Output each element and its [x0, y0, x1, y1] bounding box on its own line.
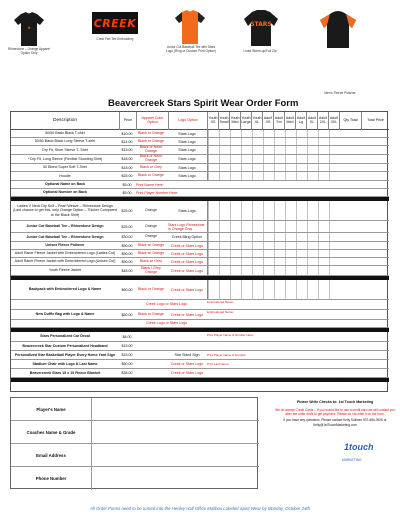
col-size: Youth Large — [240, 112, 251, 130]
col-color: Apparel Color Option — [136, 112, 168, 130]
row-price: $38.00 — [121, 371, 133, 375]
print-last-name-label: Print Last Name: — [207, 362, 230, 366]
table-row — [11, 342, 389, 351]
table-row — [11, 280, 389, 300]
row-price: $30.00 — [121, 235, 133, 239]
row-logo: Stars Logo Rhinestone in Orange Only — [168, 222, 205, 231]
size-cells[interactable] — [207, 280, 339, 299]
info-row — [11, 398, 259, 421]
row-price: $18.00 — [121, 157, 133, 161]
row-price: $50.00 — [121, 312, 133, 317]
jacket-caption: Lined Warm-up/Full Zip — [243, 49, 277, 53]
col-size: Adult XL — [306, 112, 317, 130]
player-name-field[interactable] — [91, 398, 259, 420]
optional-row — [11, 181, 389, 189]
table-header — [11, 112, 389, 130]
orange-shirt-caption: Junior Cut Baseball Tee with Stars Logo (Ring or Custom Print Option) — [166, 45, 216, 53]
name-field-label: Print Name Here: — [136, 183, 164, 187]
hoodie-caption: Men's Fleece Pullover — [324, 91, 356, 95]
row-price: $8.00 — [122, 334, 132, 339]
footer-note: All Order Forms need to be turned into the Henley Hall Office Mailbox Labeled Spirit Wear by Monday, October 24th — [89, 506, 311, 511]
row-color: Orange — [145, 234, 157, 239]
row-logo: Creek or Stars Logo — [170, 243, 204, 248]
row-color: Black or Orange — [138, 138, 164, 143]
row-desc: 50/50 Basic Black T-shirt — [45, 131, 85, 136]
row-desc: Youth Fleece Jacket — [48, 268, 82, 273]
row-desc: Junior Cut Baseball Tee – Rhinestone Design — [26, 224, 104, 229]
checks-heading: Please Write Checks to: 1st Touch Marketing — [296, 400, 374, 404]
size-cells[interactable] — [207, 221, 339, 232]
col-logo: Logo Option — [168, 112, 207, 130]
table-row — [11, 164, 389, 172]
col-size: Youth Med — [229, 112, 240, 130]
size-cells[interactable] — [207, 172, 339, 180]
table-row — [11, 300, 389, 310]
row-desc: Backpack with Embroidered Logo & Name — [28, 287, 102, 292]
email-field[interactable] — [91, 444, 259, 466]
row-desc: Beavercreek Star Custom Personalized Headband — [22, 343, 108, 348]
info-row — [11, 467, 259, 490]
size-cells[interactable] — [207, 155, 339, 163]
credit-card-note: We do accept Credit Cards – if you would like to use a credit card we will contact you after the order ends to get payment. Please do not write it on the form. — [275, 407, 395, 417]
row-desc: Unisex Fleece Pullover — [45, 243, 85, 248]
row-logo: Creek Bling Option — [171, 235, 203, 239]
size-cells[interactable] — [207, 266, 339, 275]
number-field-label: Print Player Number Here: — [136, 191, 179, 195]
table-row — [11, 201, 389, 221]
table-row — [11, 351, 389, 360]
table-row — [11, 146, 389, 155]
table-row — [11, 320, 389, 328]
col-size: Youth Small — [218, 112, 229, 130]
jacket-image — [244, 10, 278, 46]
row-desc: 50 Blend Super Soft T-Shirt — [43, 165, 87, 170]
row-desc: Dry Fit, Short Sleeve T- Shirt — [42, 147, 88, 152]
row-price: $15.00 — [121, 353, 133, 357]
1touch-logo — [338, 440, 378, 470]
row-desc: Adult Racer Fleece Jacket with Embroidered Logo (Unisex Cut) — [14, 259, 116, 264]
row-desc: Hoodie — [59, 173, 71, 178]
row-logo: Creek or Stars Logo — [170, 251, 204, 256]
row-price: $50.00 — [121, 259, 133, 264]
table-row — [11, 130, 389, 138]
row-logo: Stars Logo — [178, 139, 196, 144]
row-color: Black or Orange — [138, 130, 164, 135]
row-logo: Creek or Stars Logo — [170, 287, 204, 292]
row-price: $10.00 — [121, 131, 133, 136]
table-row — [11, 332, 389, 342]
phone-field[interactable] — [91, 467, 259, 490]
row-color: Black w/ Orange — [137, 242, 165, 247]
row-color: Black or Orange — [138, 173, 164, 178]
row-desc: Junior Cut Baseball Tee – Rhinestone Design — [26, 234, 104, 239]
row-logo: Creek or Stars Logo — [170, 371, 204, 375]
row-color: Black or Grey — [140, 164, 162, 169]
col-size: Adult Sm — [273, 112, 284, 130]
col-size: Adult 2XL — [317, 112, 328, 130]
size-cells[interactable] — [207, 233, 339, 241]
table-row — [11, 242, 389, 250]
logo-sub-option: Creek Logo or Stars Logo — [146, 321, 188, 325]
col-size: Adult XS — [262, 112, 273, 130]
info-row — [11, 421, 259, 444]
coach-name-label: Coaches Name & Grade — [26, 429, 76, 435]
row-logo: Stars Logo — [178, 208, 196, 213]
black-shirt-image — [14, 12, 44, 46]
print-name-label: Print Player Name & Number: — [207, 353, 247, 357]
row-price: $18.00 — [121, 165, 133, 170]
row-color: Black w/ Orange — [137, 250, 165, 255]
row-desc: Optional Name on Back — [44, 182, 86, 187]
row-price: $25.00 — [121, 174, 133, 178]
logo-subtitle: MARKETING — [342, 458, 362, 462]
row-price: $15.00 — [121, 344, 133, 348]
row-desc: Beavercreek Stars 15 x 10 Fleece Blanket — [29, 370, 101, 375]
row-color: Black or Orange — [138, 311, 164, 316]
section-divider — [11, 378, 389, 382]
table-row — [11, 360, 389, 369]
svg-text:STARS: STARS — [250, 21, 272, 28]
row-price: $50.00 — [121, 251, 133, 256]
row-logo: Star Sided Sign — [174, 353, 200, 357]
size-cells[interactable] — [207, 138, 339, 145]
row-color: Black w/ Grey — [139, 258, 163, 263]
col-total: Total Price — [361, 112, 389, 130]
table-row — [11, 250, 389, 258]
black-shirt-caption: Rhinestone – Orange Apparel Option Only — [8, 47, 50, 55]
row-desc: New Duffle Bag with Logo & Name — [35, 312, 95, 317]
row-logo: Stars Logo — [178, 131, 196, 136]
col-size: Youth XL — [251, 112, 262, 130]
row-price: $25.00 — [121, 224, 133, 229]
contact-info-table — [10, 397, 258, 489]
player-name-label: Player's Name — [36, 406, 66, 412]
order-form-table — [10, 111, 388, 392]
col-description: Description — [53, 118, 77, 124]
phone-label: Phone Number — [35, 476, 67, 481]
col-size: Adult Med — [284, 112, 295, 130]
row-price: $14.00 — [121, 139, 133, 144]
row-logo: Creek or Stars Logo — [170, 268, 204, 273]
size-cells[interactable] — [207, 201, 339, 220]
page-title: Beavercreek Stars Spirit Wear Order Form — [108, 98, 299, 109]
embroidered-name-label: Embroidered Name: — [207, 300, 234, 304]
size-cells[interactable] — [207, 250, 339, 257]
row-price: $5.00 — [122, 190, 132, 195]
row-price: $60.00 — [121, 287, 133, 292]
size-cells[interactable] — [207, 242, 339, 249]
row-logo: Stars Logo — [178, 174, 196, 178]
table-row — [11, 369, 389, 378]
size-cells[interactable] — [207, 130, 339, 137]
embroidered-name-label: Embroidered Name: — [207, 310, 234, 314]
row-color: Black or Neon Orange — [139, 145, 163, 153]
contact-note: If you have any questions, Please contact Kelly Sullivan 937-684-0926 or Kelly@1stTouchMarketing.com — [283, 418, 387, 427]
logo-title: 1touch — [344, 442, 374, 452]
table-row — [11, 258, 389, 266]
row-desc: Stars Personalized Car Decal — [40, 334, 90, 339]
payment-notes — [275, 400, 395, 427]
row-desc: * Dry Fit, Long Sleeve (Flexible Shooting Shirt) — [27, 156, 103, 161]
row-price: $5.00 — [122, 182, 132, 187]
print-name-label: Print Player Name & Number Here: — [207, 333, 254, 337]
size-cells[interactable] — [207, 258, 339, 265]
col-price: Price — [119, 112, 136, 130]
row-price: $25.00 — [121, 208, 133, 213]
row-desc: Adult Racer Fleece Jacket with Embroidered Logo (Ladies Cut) — [14, 251, 116, 256]
row-color: Orange — [145, 223, 157, 228]
row-desc: Stadium Chair with Logo & Last Name — [32, 361, 98, 366]
product-header — [0, 0, 400, 106]
email-label: Email Address — [36, 452, 66, 458]
row-logo: Stars Logo — [178, 165, 196, 170]
logo-sub-option: Creek Logo or Stars Logo — [146, 302, 188, 306]
col-size: Adult Lg — [295, 112, 306, 130]
row-price: $50.00 — [121, 362, 133, 366]
row-price: $45.00 — [121, 268, 133, 273]
row-price: $15.00 — [121, 148, 133, 152]
table-row — [11, 221, 389, 233]
table-row — [11, 155, 389, 164]
size-cells[interactable] — [207, 164, 339, 171]
row-desc: Personalized Star Basketball Player Every Home Yard Sign — [14, 352, 116, 357]
row-color: Black or Neon Orange — [139, 154, 163, 162]
hoodie-image — [320, 10, 356, 48]
row-desc: 50/50 Basic Black Long Sleeve T-shirt — [34, 139, 96, 144]
row-color: Orange — [145, 207, 157, 212]
row-desc: Ladies V Neck Dry Knit – Pearl Weave – Rhinestone Design (Last chance to get this, only Orange Option – Thicker Compared to the Black Shirt) — [13, 204, 117, 217]
table-row — [11, 266, 389, 276]
banner-caption: Crest Fan Tee Embroidery — [96, 37, 134, 41]
coach-name-field[interactable] — [91, 421, 259, 443]
creek-banner: CREEK — [92, 12, 138, 34]
row-logo: Creek or Stars Logo — [170, 259, 204, 264]
row-logo: Creek or Stars Logo — [170, 362, 204, 366]
table-row — [11, 138, 389, 146]
col-size: Youth XS — [207, 112, 218, 130]
table-row — [11, 233, 389, 242]
row-logo: Stars Logo — [178, 148, 196, 152]
size-cells[interactable] — [207, 146, 339, 154]
col-qty: Qty Total — [339, 112, 361, 130]
svg-text:★: ★ — [27, 25, 31, 30]
col-size: Adult 3XL — [328, 112, 339, 130]
row-price: $50.00 — [121, 243, 133, 248]
row-logo: Stars Logo — [178, 157, 196, 161]
row-logo: Creek or Stars Logo — [170, 312, 204, 317]
grand-total-label: Grand Total — [337, 378, 360, 383]
row-color: Black or Orange — [138, 286, 164, 291]
orange-shirt-image — [175, 10, 205, 44]
row-color: Black / Grey Orange — [141, 265, 161, 274]
table-row — [11, 172, 389, 181]
optional-row — [11, 189, 389, 197]
row-desc: Optional Number on Back — [42, 190, 88, 195]
table-row — [11, 310, 389, 320]
info-row — [11, 444, 259, 467]
